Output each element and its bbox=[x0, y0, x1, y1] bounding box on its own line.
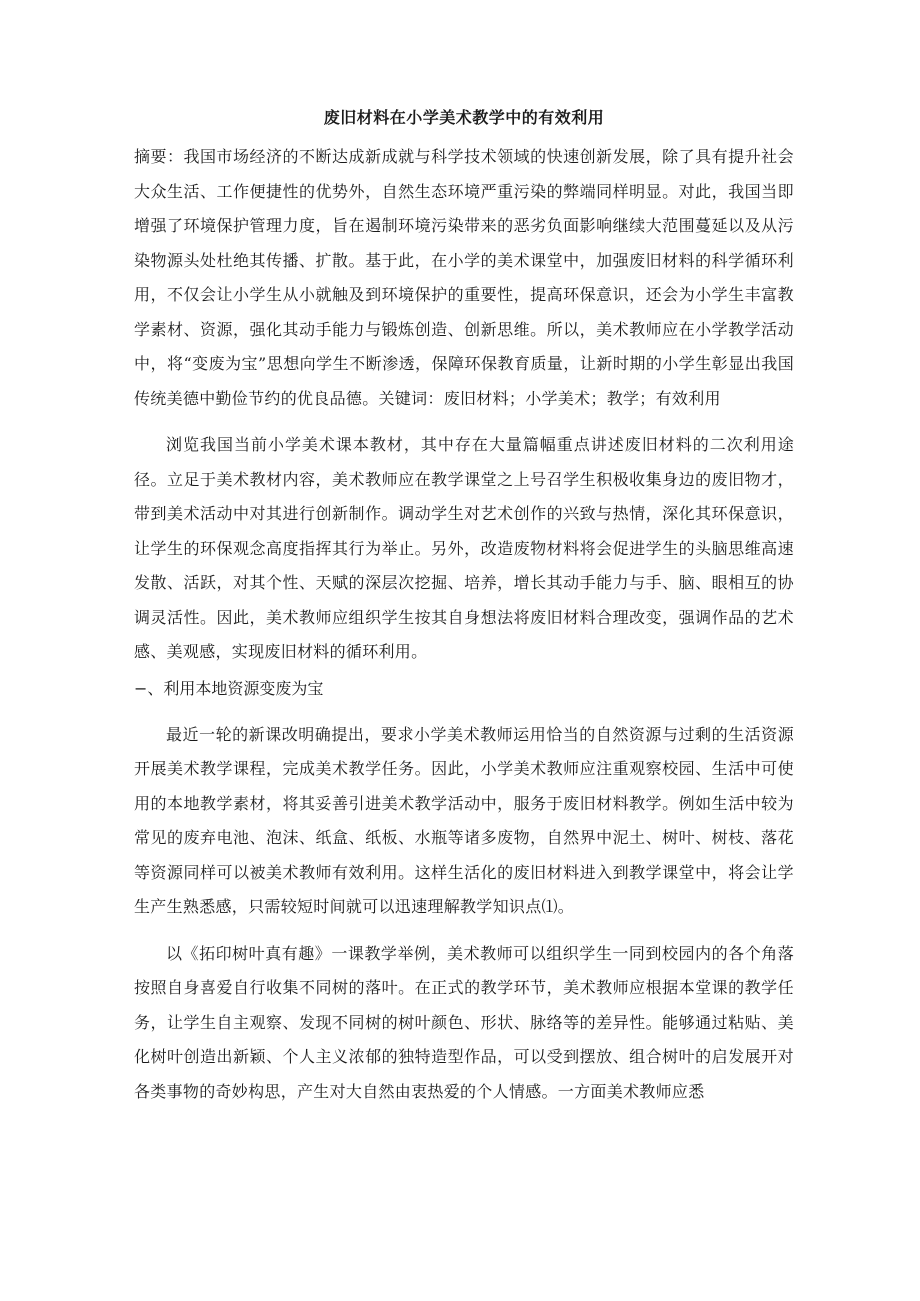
intro-paragraph: 浏览我国当前小学美术课本教材，其中存在大量篇幅重点讲述废旧材料的二次利用途径。立足于美术教材内容，美术教师应在教学课堂之上号召学生积极收集身边的废旧物才，带到美术活动中对其进行创新制作。调动学生对艺术创作的兴致与热情，深化其环保意识，让学生的环保观念高度指挥其行为举止。另外，改造废物材料将会促进学生的头脑思维高速发散、活跃，对其个性、天赋的深层次挖掘、培养，增长其动手能力与手、脑、眼相互的协调灵活性。因此，美术教师应组织学生按其自身想法将废旧材料合理改变，强调作品的艺术感、美观感，实现废旧材料的循环利用。 bbox=[134, 435, 794, 661]
abstract-paragraph: 摘要：我国市场经济的不断达成新成就与科学技术领域的快速创新发展，除了具有提升社会大众生活、工作便捷性的优势外，自然生态环境严重污染的弊端同样明显。对此，我国当即增强了环境保护管理力度，旨在遏制环境污染带来的恶劣负面影响继续大范围蔓延以及从污染物源头处杜绝其传播、扩散。基于此，在小学的美术课堂中，加强废旧材料的科学循环利用，不仅会让小学生从小就触及到环境保护的重要性，提高环保意识，还会为小学生丰富教学素材、资源，强化其动手能力与锻炼创造、创新思维。所以，美术教师应在小学教学活动中，将“变废为宝”思想向学生不断渗透，保障环保教育质量，让新时期的小学生彰显出我国传统美德中勤俭节约的优良品德。关键词：废旧材料；小学美术；教学；有效利用 bbox=[134, 147, 794, 408]
document-title: 废旧材料在小学美术教学中的有效利用 bbox=[323, 108, 605, 127]
section-paragraph-1: 最近一轮的新课改明确提出，要求小学美术教师运用恰当的自然资源与过剩的生活资源开展美术教学课程，完成美术教学任务。因此，小学美术教师应注重观察校园、生活中可使用的本地教学素材，将其妥善引进美术教学活动中，服务于废旧材料教学。例如生活中较为常见的废弃电池、泡沫、纸盒、纸板、水瓶等诸多废物，自然界中泥土、树叶、树枝、落花等资源同样可以被美术教师有效利用。这样生活化的废旧材料进入到教学课堂中，将会让学生产生熟悉感，只需较短时间就可以迅速理解教学知识点⑴。 bbox=[134, 724, 794, 916]
document-page bbox=[134, 106, 794, 1109]
section-heading: −、利用本地资源变废为宝 bbox=[134, 678, 324, 698]
section-paragraph-2: 以《拓印树叶真有趣》一课教学举例，美术教师可以组织学生一同到校园内的各个角落按照自身喜爱自行收集不同树的落叶。在正式的教学环节，美术教师应根据本堂课的教学任务，让学生自主观察、发现不同树的树叶颜色、形状、脉络等的差异性。能够通过粘贴、美化树叶创造出新颖、个人主义浓郁的独特造型作品，可以受到摆放、组合树叶的启发展开对各类事物的奇妙构思，产生对大自然由衷热爱的个人情感。一方面美术教师应悉 bbox=[134, 943, 794, 1101]
